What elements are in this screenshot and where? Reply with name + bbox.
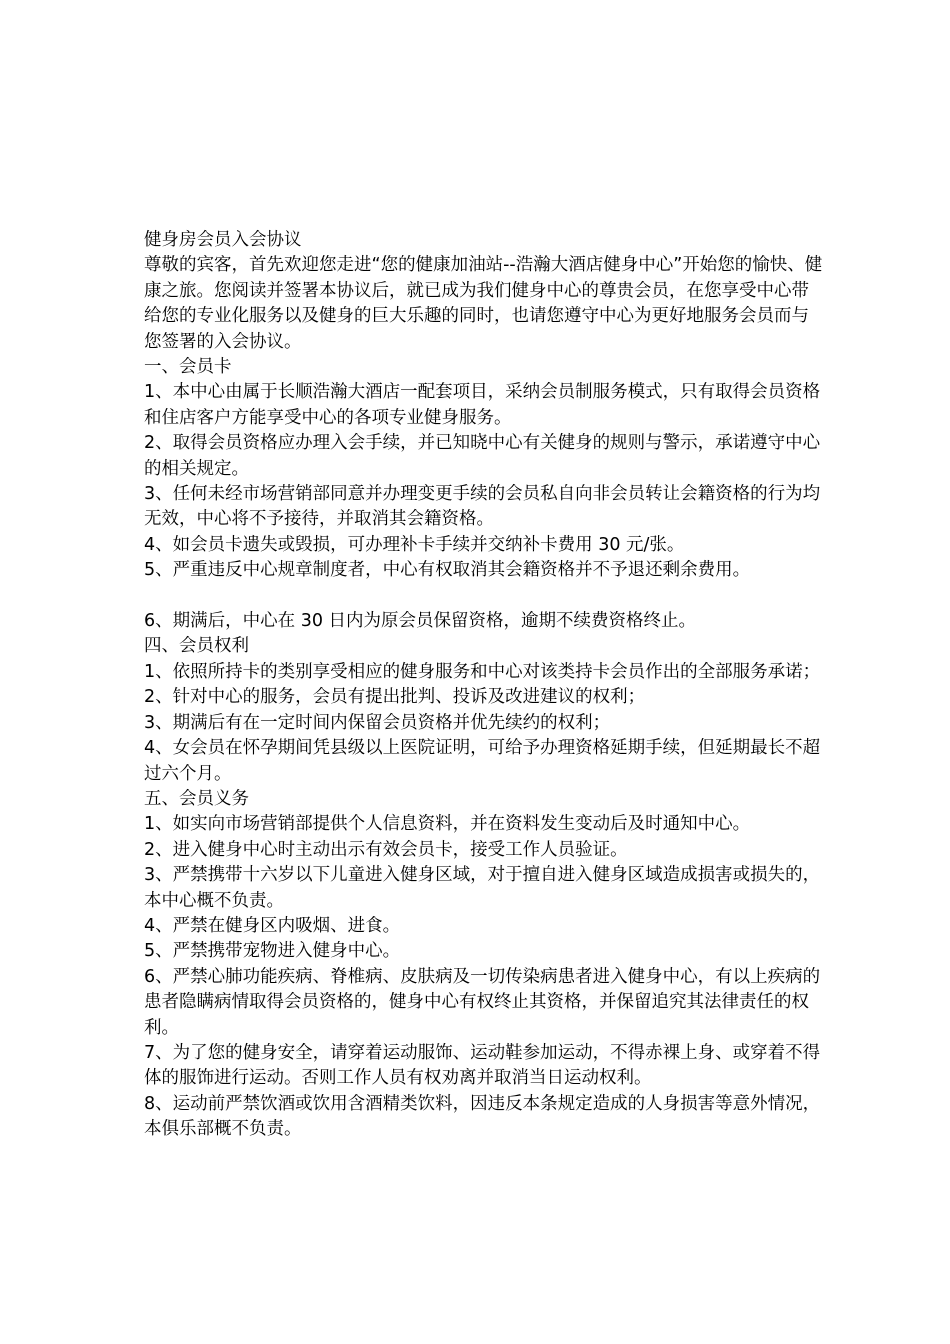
- clause-obligations-2: 2、进入健身中心时主动出示有效会员卡，接受工作人员验证。: [144, 839, 628, 860]
- clause-obligations-5: 5、严禁携带宠物进入健身中心。: [144, 941, 401, 962]
- section-heading-member-obligations: 五、会员义务: [144, 788, 249, 809]
- clause-obligations-1: 1、如实向市场营销部提供个人信息资料，并在资料发生变动后及时通知中心。: [144, 814, 751, 835]
- blank-line: [144, 584, 824, 609]
- clause-rights-1: 1、依照所持卡的类别享受相应的健身服务和中心对该类持卡会员作出的全部服务承诺；: [144, 661, 821, 682]
- clause-rights-3: 3、期满后有在一定时间内保留会员资格并优先续约的权利；: [144, 712, 611, 733]
- clause-rights-4: 4、女会员在怀孕期间凭县级以上医院证明，可给予办理资格延期手续，但延期最长不超过六个月。: [144, 738, 821, 784]
- clause-card-1: 1、本中心由属于长顺浩瀚大酒店一配套项目，采纳会员制服务模式，只有取得会员资格和住店客户方能享受中心的各项专业健身服务。: [144, 382, 821, 428]
- clause-card-2: 2、取得会员资格应办理入会手续，并已知晓中心有关健身的规则与警示，承诺遵守中心的相关规定。: [144, 433, 821, 479]
- clause-obligations-7: 7、为了您的健身安全，请穿着运动服饰、运动鞋参加运动，不得赤裸上身、或穿着不得体的服饰进行运动。否则工作人员有权劝离并取消当日运动权利。: [144, 1042, 821, 1089]
- clause-rights-2: 2、针对中心的服务，会员有提出批判、投诉及改进建议的权利；: [144, 687, 646, 708]
- clause-obligations-6: 6、严禁心肺功能疾病、脊椎病、皮肤病及一切传染病患者进入健身中心，有以上疾病的患者隐瞒病情取得会员资格的，健身中心有权终止其资格，并保留追究其法律责任的权利。: [144, 966, 821, 1038]
- document-body: [144, 228, 824, 1143]
- section-heading-member-rights: 四、会员权利: [144, 636, 249, 657]
- document-title: 健身房会员入会协议: [144, 230, 302, 250]
- clause-card-5: 5、严重违反中心规章制度者，中心有权取消其会籍资格并不予退还剩余费用。: [144, 560, 751, 581]
- clause-card-6: 6、期满后，中心在 30 日内为原会员保留资格，逾期不续费资格终止。: [144, 611, 697, 632]
- section-heading-membership-card: 一、会员卡: [144, 357, 232, 378]
- clause-card-4: 4、如会员卡遗失或毁损，可办理补卡手续并交纳补卡费用 30 元/张。: [144, 534, 685, 555]
- intro-paragraph: 尊敬的宾客，首先欢迎您走进“您的健康加油站--浩瀚大酒店健身中心”开始您的愉快、健康之旅。您阅读并签署本协议后，就已成为我们健身中心的尊贵会员，在您享受中心带给您的专业化服务以及健身的巨大乐趣的同时，也请您遵守中心为更好地服务会员而与您签署的入会协议。: [144, 255, 823, 352]
- clause-card-3: 3、任何未经市场营销部同意并办理变更手续的会员私自向非会员转让会籍资格的行为均无效，中心将不予接待，并取消其会籍资格。: [144, 484, 821, 530]
- clause-obligations-4: 4、严禁在健身区内吸烟、进食。: [144, 915, 401, 936]
- clause-obligations-3: 3、严禁携带十六岁以下儿童进入健身区域，对于擅自进入健身区域造成损害或损失的，本中心概不负责。: [144, 865, 821, 911]
- clause-obligations-8: 8、运动前严禁饮酒或饮用含酒精类饮料，因违反本条规定造成的人身损害等意外情况，本俱乐部概不负责。: [144, 1093, 821, 1140]
